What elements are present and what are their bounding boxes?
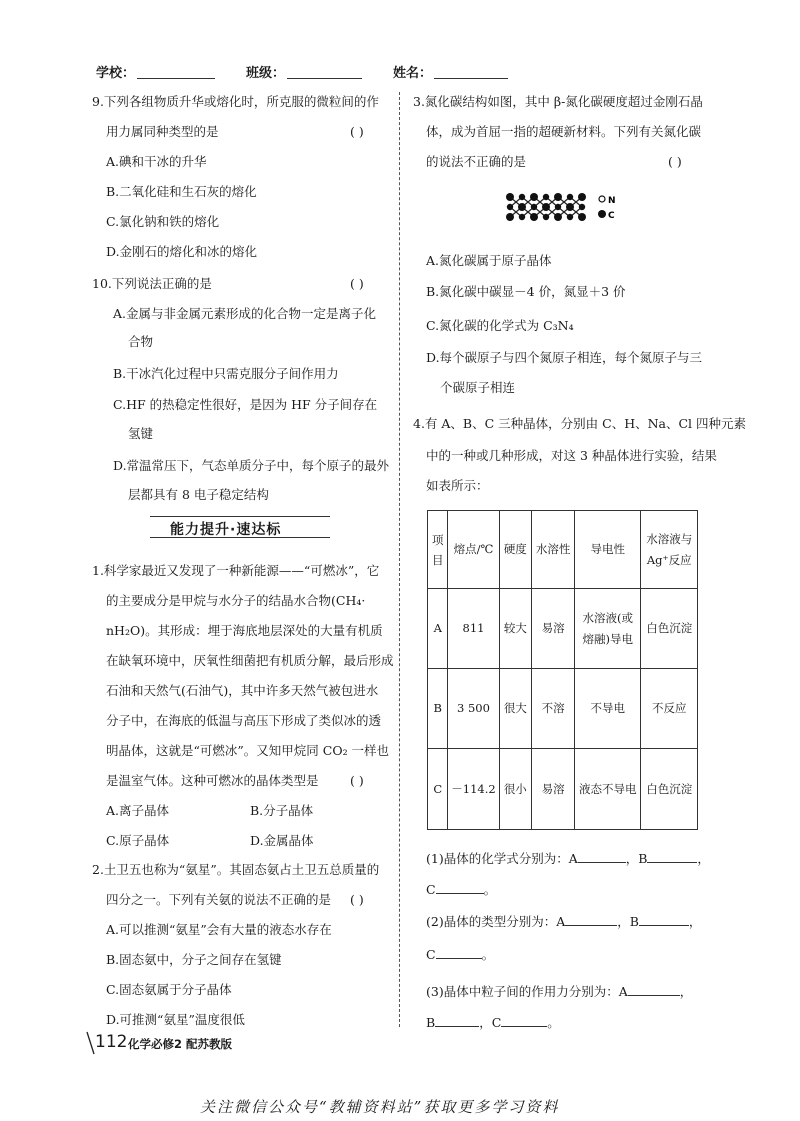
q9-option-c: C.氯化钠和铁的熔化	[106, 214, 220, 229]
q10-answer-paren[interactable]: ( )	[350, 276, 364, 291]
table-row	[428, 589, 698, 669]
class-blank[interactable]	[287, 78, 362, 79]
th-ag-reaction: 水溶液与 Ag⁺反应	[641, 511, 698, 589]
q9-stem-line1: 9.下列各组物质升华或熔化时，所克服的微粒间的作	[92, 94, 379, 109]
q1-line5: 石油和天然气(石油气)，其中许多天然气被包进水	[106, 683, 379, 698]
q1-line8: 是温室气体。这种可燃冰的晶体类型是	[106, 773, 319, 788]
row-b-hardness: 很大	[499, 669, 532, 749]
row-a-conductivity: 水溶液(或 熔融)导电	[575, 589, 641, 669]
q1-line3: nH₂O)。其形成：埋于海底地层深处的大量有机质	[106, 623, 383, 638]
section-title: 能力提升·速达标	[170, 522, 282, 538]
q1-line4: 在缺氧环境中，厌氧性细菌把有机质分解，最后形成	[106, 653, 394, 668]
q9-option-d: D.金刚石的熔化和冰的熔化	[106, 244, 258, 259]
sub3-blank-a[interactable]	[628, 983, 680, 996]
q4-sub2-line1: (2)晶体的类型分别为：A ，B ，	[426, 914, 702, 929]
legend-c-atom	[598, 210, 606, 218]
q4-line3: 如表所示：	[426, 478, 489, 493]
carbon-atom	[578, 193, 586, 201]
section-rule-bottom	[150, 537, 330, 538]
sub1-blank-a[interactable]	[578, 850, 626, 863]
q9-stem-line2: 用力属同种类型的是	[106, 124, 219, 139]
q2-answer-paren[interactable]: ( )	[350, 892, 364, 907]
row-c-conductivity: 液态不导电	[575, 749, 641, 830]
q1-option-a: A.离子晶体	[106, 803, 170, 818]
q1-line2: 的主要成分是甲烷与水分子的结晶水合物(CH₄·	[106, 593, 366, 608]
section-rule-top	[150, 516, 330, 517]
q9-answer-paren[interactable]: ( )	[350, 124, 364, 139]
row-a-hardness: 较大	[499, 589, 532, 669]
name-blank[interactable]	[434, 78, 508, 79]
q3-option-a: A.氮化碳属于原子晶体	[426, 253, 552, 268]
th-hardness: 硬度	[499, 511, 532, 589]
q1-line7: 明晶体，这就是“可燃冰”。又知甲烷同 CO₂ 一样也	[106, 743, 390, 758]
carbon-atom	[566, 203, 574, 211]
nitrogen-atom	[555, 204, 561, 210]
q10-option-d-line1: D.常温常压下，气态单质分子中，每个原子的最外	[113, 458, 390, 473]
sub2-blank-b[interactable]	[639, 913, 689, 926]
row-b-conductivity: 不导电	[575, 669, 641, 749]
row-c-hardness: 很小	[499, 749, 532, 830]
q1-line6: 分子中，在海底的低温与高压下形成了类似冰的透	[106, 713, 382, 728]
row-a-ag: 白色沉淀	[641, 589, 698, 669]
lattice-atoms	[506, 193, 586, 221]
carbon-atom	[578, 213, 586, 221]
row-c-mp: －114.2	[448, 749, 499, 830]
q10-stem: 10.下列说法正确的是	[92, 276, 212, 291]
q10-option-a-line2: 合物	[128, 334, 154, 349]
table-row	[428, 749, 698, 830]
legend-n-atom	[599, 196, 605, 202]
th-melting-point: 熔点/℃	[448, 511, 499, 589]
q2-line2: 四分之一。下列有关氨的说法不正确的是	[106, 892, 332, 907]
q9-option-b: B.二氧化硅和生石灰的熔化	[106, 184, 257, 199]
q2-option-c: C.固态氨属于分子晶体	[106, 982, 232, 997]
q4-sub3-line1: (3)晶体中粒子间的作用力分别为：A ，	[426, 984, 693, 999]
q2-line1: 2.土卫五也称为“氨星”。其固态氨占土卫五总质量的	[92, 862, 380, 877]
school-blank[interactable]	[137, 78, 215, 79]
q1-answer-paren[interactable]: ( )	[350, 773, 364, 788]
carbon-atom	[542, 203, 550, 211]
sub3-blank-c[interactable]	[501, 1014, 547, 1027]
q9-option-a: A.碘和干冰的升华	[106, 154, 207, 169]
legend-c-label: C	[608, 211, 615, 221]
q1-line1: 1.科学家最近又发现了一种新能源——“可燃冰”，它	[92, 563, 380, 578]
row-a-id: A	[428, 589, 448, 669]
row-c-id: C	[428, 749, 448, 830]
q3-line1: 3.氮化碳结构如图，其中 β-氮化碳硬度超过金刚石晶	[413, 94, 703, 109]
q3-option-d-line1: D.每个碳原子与四个氮原子相连，每个氮原子与三	[426, 350, 703, 365]
wechat-note: 关注微信公众号“教辅资料站”获取更多学习资料	[200, 1098, 560, 1116]
row-c-solubility: 易溶	[532, 749, 575, 830]
q4-sub1-line1: (1)晶体的化学式分别为：A ，B ，	[426, 851, 710, 866]
page-number: 112	[95, 1032, 128, 1052]
q3-line2: 体，成为首屈一指的超硬新材料。下列有关氮化碳	[426, 124, 702, 139]
q10-option-c-line1: C.HF 的热稳定性很好，是因为 HF 分子间存在	[113, 397, 378, 412]
q3-line3: 的说法不正确的是	[426, 154, 527, 169]
table-row	[428, 669, 698, 749]
q1-option-b: B.分子晶体	[250, 803, 314, 818]
sub2-blank-c[interactable]	[436, 946, 482, 959]
carbon-atom	[530, 213, 538, 221]
sub2-blank-a[interactable]	[565, 913, 617, 926]
nitrogen-atom	[519, 214, 525, 220]
sub1-blank-c[interactable]	[436, 881, 484, 894]
carbon-atom	[506, 193, 514, 201]
sub3-blank-b[interactable]	[435, 1014, 479, 1027]
row-b-solubility: 不溶	[532, 669, 575, 749]
q1-option-d: D.金属晶体	[250, 833, 314, 848]
q1-option-c: C.原子晶体	[106, 833, 170, 848]
q2-option-d: D.可推测“氨星”温度很低	[106, 1012, 245, 1027]
row-a-mp: 811	[448, 589, 499, 669]
sub1-blank-b[interactable]	[647, 850, 697, 863]
q4-line1: 4.有 A、B、C 三种晶体，分别由 C、H、Na、Cl 四种元素	[413, 416, 747, 431]
q4-sub2-line2: C 。	[426, 947, 495, 962]
carbon-atom	[554, 213, 562, 221]
book-title: 化学必修2 配苏教版	[128, 1037, 233, 1051]
nitrogen-atom	[567, 194, 573, 200]
q3-option-b: B.氮化碳中碳显－4 价，氮显＋3 价	[426, 284, 626, 299]
carbon-nitride-structure-diagram	[505, 190, 635, 228]
th-conductivity: 导电性	[575, 511, 641, 589]
row-c-ag: 白色沉淀	[641, 749, 698, 830]
nitrogen-atom	[507, 204, 513, 210]
th-solubility: 水溶性	[532, 511, 575, 589]
carbon-atom	[554, 193, 562, 201]
q4-sub1-line2: C 。	[426, 882, 497, 897]
name-label: 姓名：	[393, 66, 433, 81]
row-b-id: B	[428, 669, 448, 749]
nitrogen-atom	[531, 204, 537, 210]
nitrogen-atom	[543, 214, 549, 220]
crystal-property-table	[427, 510, 698, 830]
row-b-ag: 不反应	[641, 669, 698, 749]
q2-option-b: B.固态氨中，分子之间存在氢键	[106, 952, 282, 967]
nitrogen-atom	[519, 194, 525, 200]
q10-option-a-line1: A.金属与非金属元素形成的化合物一定是离子化	[113, 306, 377, 321]
nitrogen-atom	[543, 194, 549, 200]
q3-option-c: C.氮化碳的化学式为 C₃N₄	[426, 318, 574, 333]
nitrogen-atom	[579, 204, 585, 210]
q2-option-a: A.可以推测“氨星”会有大量的液态水存在	[106, 922, 332, 937]
row-b-mp: 3 500	[448, 669, 499, 749]
class-label: 班级：	[246, 66, 286, 81]
q3-answer-paren[interactable]: ( )	[668, 154, 682, 169]
q4-line2: 中的一种或几种形成，对这 3 种晶体进行实验，结果	[426, 448, 717, 463]
carbon-atom	[518, 203, 526, 211]
school-label: 学校：	[96, 66, 136, 81]
q4-sub3-line2: B ，C 。	[426, 1015, 560, 1030]
th-item: 项目	[428, 511, 448, 589]
q10-option-d-line2: 层都具有 8 电子稳定结构	[128, 487, 269, 502]
q3-option-d-line2: 个碳原子相连	[440, 380, 516, 395]
legend-n-label: N	[608, 196, 616, 206]
carbon-atom	[530, 193, 538, 201]
q10-option-b: B.干冰汽化过程中只需克服分子间作用力	[113, 366, 339, 381]
q10-option-c-line2: 氢键	[128, 426, 154, 441]
table-header-row	[428, 511, 698, 589]
nitrogen-atom	[567, 214, 573, 220]
carbon-atom	[506, 213, 514, 221]
row-a-solubility: 易溶	[532, 589, 575, 669]
column-divider	[399, 92, 400, 1027]
